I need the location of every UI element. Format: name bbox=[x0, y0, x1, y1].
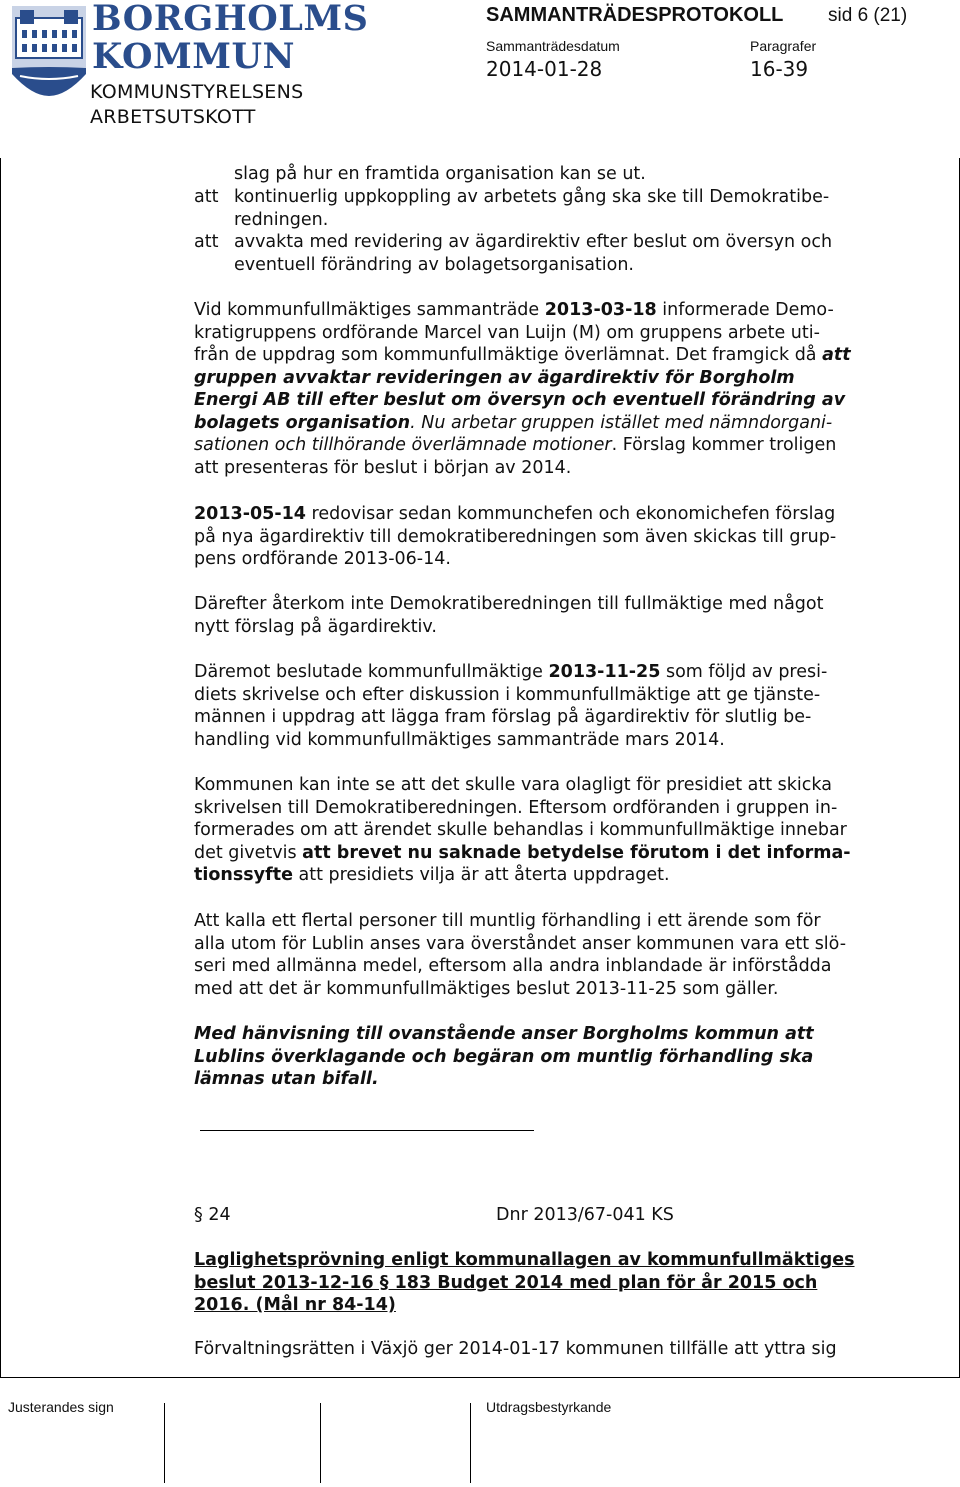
date-bold: 2013-11-25 bbox=[548, 662, 661, 682]
text-line: formerades om att ärendet skulle behandlas i kommunfullmäktige innebar bbox=[194, 820, 847, 840]
section-number: § 24 bbox=[194, 1205, 231, 1225]
footer-divider bbox=[0, 1377, 960, 1378]
text-line: handling vid kommunfullmäktiges sammanträde mars 2014. bbox=[194, 729, 725, 750]
text-line: seri med allmänna medel, eftersom alla andra inblandade är införstådda bbox=[194, 956, 832, 976]
text-line: Att kalla ett flertal personer till muntlig förhandling i ett ärende som för bbox=[194, 911, 821, 931]
paragraph-4 bbox=[194, 661, 884, 751]
text-line: nytt förslag på ägardirektiv. bbox=[194, 616, 437, 637]
heading-line: 2016. (Mål nr 84-14) bbox=[194, 1295, 396, 1315]
italic-span: sationen och tillhörande överlämnade motioner bbox=[194, 435, 612, 455]
section-heading bbox=[194, 1249, 884, 1317]
italic-span: . Nu arbetar gruppen istället med nämndorgani- bbox=[410, 412, 833, 433]
text-span: Vid kommunfullmäktiges sammanträde bbox=[194, 300, 545, 320]
castle-crest-icon bbox=[10, 4, 88, 98]
text-line: diets skrivelse och efter diskussion i kommunfullmäktige att ge tjänste- bbox=[194, 684, 821, 705]
text-span: informerade Demo- bbox=[656, 300, 834, 320]
text-line: på nya ägardirektiv till demokratiberedningen som även skickas till grup- bbox=[194, 526, 837, 547]
text-span: . Förslag kommer troligen bbox=[611, 435, 837, 455]
date-bold: 2013-05-14 bbox=[194, 504, 306, 524]
att-label: att bbox=[194, 232, 219, 252]
text-span: det givetvis bbox=[194, 842, 303, 863]
date-bold: 2013-03-18 bbox=[544, 300, 657, 320]
emphasis-line: Energi AB till efter beslut om översyn och eventuell förändring av bbox=[194, 390, 846, 410]
organization-name bbox=[90, 80, 303, 130]
text-line: skrivelsen till Demokratiberedningen. Eftersom ordföranden i gruppen in- bbox=[194, 797, 838, 818]
paragraph-3 bbox=[194, 593, 884, 638]
date-label: Sammanträdesdatum bbox=[486, 38, 620, 54]
att-label: att bbox=[194, 187, 219, 207]
section-text: Förvaltningsrätten i Växjö ger 2014-01-17 kommunen tillfälle att yttra sig bbox=[194, 1339, 837, 1359]
att-item-2-line: eventuell förändring av bolagetsorganisation. bbox=[234, 254, 634, 275]
signature-box-divider bbox=[320, 1403, 321, 1483]
org-line1: KOMMUNSTYRELSENS bbox=[90, 81, 304, 103]
brand-name-line1: BORGHOLMS bbox=[92, 0, 369, 39]
att-item-1 bbox=[234, 186, 884, 231]
bold-span: tionssyfte bbox=[194, 865, 293, 885]
att-item-2 bbox=[234, 231, 884, 276]
heading-line: Laglighetsprövning enligt kommunallagen av kommunfullmäktiges bbox=[194, 1250, 855, 1270]
text-span: redovisar sedan kommunchefen och ekonomichefen förslag bbox=[305, 504, 836, 524]
date-value: 2014-01-28 bbox=[486, 57, 603, 81]
signature-label: Justerandes sign bbox=[8, 1399, 114, 1415]
left-border bbox=[0, 158, 1, 1378]
document-title: SAMMANTRÄDESPROTOKOLL bbox=[486, 4, 784, 26]
signature-box-divider bbox=[164, 1403, 165, 1483]
text-span: från de uppdrag som kommunfullmäktige överlämnat. Det framgick då bbox=[194, 345, 823, 365]
text-line: Därefter återkom inte Demokratiberedningen till fullmäktige med något bbox=[194, 594, 824, 614]
paragraph-5 bbox=[194, 774, 884, 887]
paragraph-1 bbox=[194, 299, 884, 479]
signature-box-divider bbox=[470, 1403, 471, 1483]
text-line: männen i uppdrag att lägga fram förslag på ägardirektiv för slutlig be- bbox=[194, 707, 812, 727]
emphasis-line: gruppen avvaktar revideringen av ägardirektiv för Borgholm bbox=[194, 367, 795, 388]
brand-name-line2: KOMMUN bbox=[92, 36, 295, 77]
paragraph-6 bbox=[194, 910, 884, 1000]
att-item-1-line: kontinuerlig uppkoppling av arbetets gång ska ske till Demokratibe- bbox=[234, 187, 830, 207]
section-divider bbox=[200, 1130, 534, 1131]
continued-line: slag på hur en framtida organisation kan se ut. bbox=[234, 164, 646, 184]
heading-line: beslut 2013-12-16 § 183 Budget 2014 med plan för år 2015 och bbox=[194, 1272, 818, 1293]
text-span: Däremot beslutade kommunfullmäktige bbox=[194, 662, 549, 682]
paragraph-value: 16-39 bbox=[750, 57, 809, 81]
text-line: med att det är kommunfullmäktiges beslut 2013-11-25 som gäller. bbox=[194, 978, 779, 999]
text-line: alla utom för Lublin anses vara överståndet anser kommunen vara ett slö- bbox=[194, 933, 847, 954]
conclusion-line: Med hänvisning till ovanstående anser Borgholms kommun att bbox=[194, 1024, 814, 1044]
conclusion-paragraph bbox=[194, 1023, 884, 1091]
text-line: att presenteras för beslut i början av 2014. bbox=[194, 457, 572, 478]
text-line: Kommunen kan inte se att det skulle vara olagligt för presidiet att skicka bbox=[194, 775, 832, 795]
text-line: kratigruppens ordförande Marcel van Luijn (M) om gruppens arbete uti- bbox=[194, 322, 820, 343]
bold-span: att brevet nu saknade betydelse förutom i det informa- bbox=[302, 842, 851, 863]
case-number: Dnr 2013/67-041 KS bbox=[496, 1205, 674, 1225]
extract-label: Utdragsbestyrkande bbox=[486, 1399, 612, 1415]
paragraph-2 bbox=[194, 503, 884, 571]
att-item-2-line: avvakta med revidering av ägardirektiv efter beslut om översyn och bbox=[234, 232, 833, 252]
emphasis-span: bolagets organisation bbox=[194, 412, 411, 433]
emphasis-span: att bbox=[822, 345, 851, 365]
paragraph-label: Paragrafer bbox=[750, 38, 817, 54]
page-number: sid 6 (21) bbox=[828, 5, 908, 26]
text-line: pens ordförande 2013-06-14. bbox=[194, 549, 451, 569]
conclusion-line: Lublins överklagande och begäran om muntlig förhandling ska bbox=[194, 1046, 814, 1067]
org-line2: ARBETSUTSKOTT bbox=[90, 106, 256, 128]
att-item-1-line: redningen. bbox=[234, 209, 329, 230]
text-span: som följd av presi- bbox=[660, 662, 828, 682]
conclusion-line: lämnas utan bifall. bbox=[194, 1069, 379, 1089]
text-span: att presidiets vilja är att återta uppdraget. bbox=[292, 865, 670, 885]
